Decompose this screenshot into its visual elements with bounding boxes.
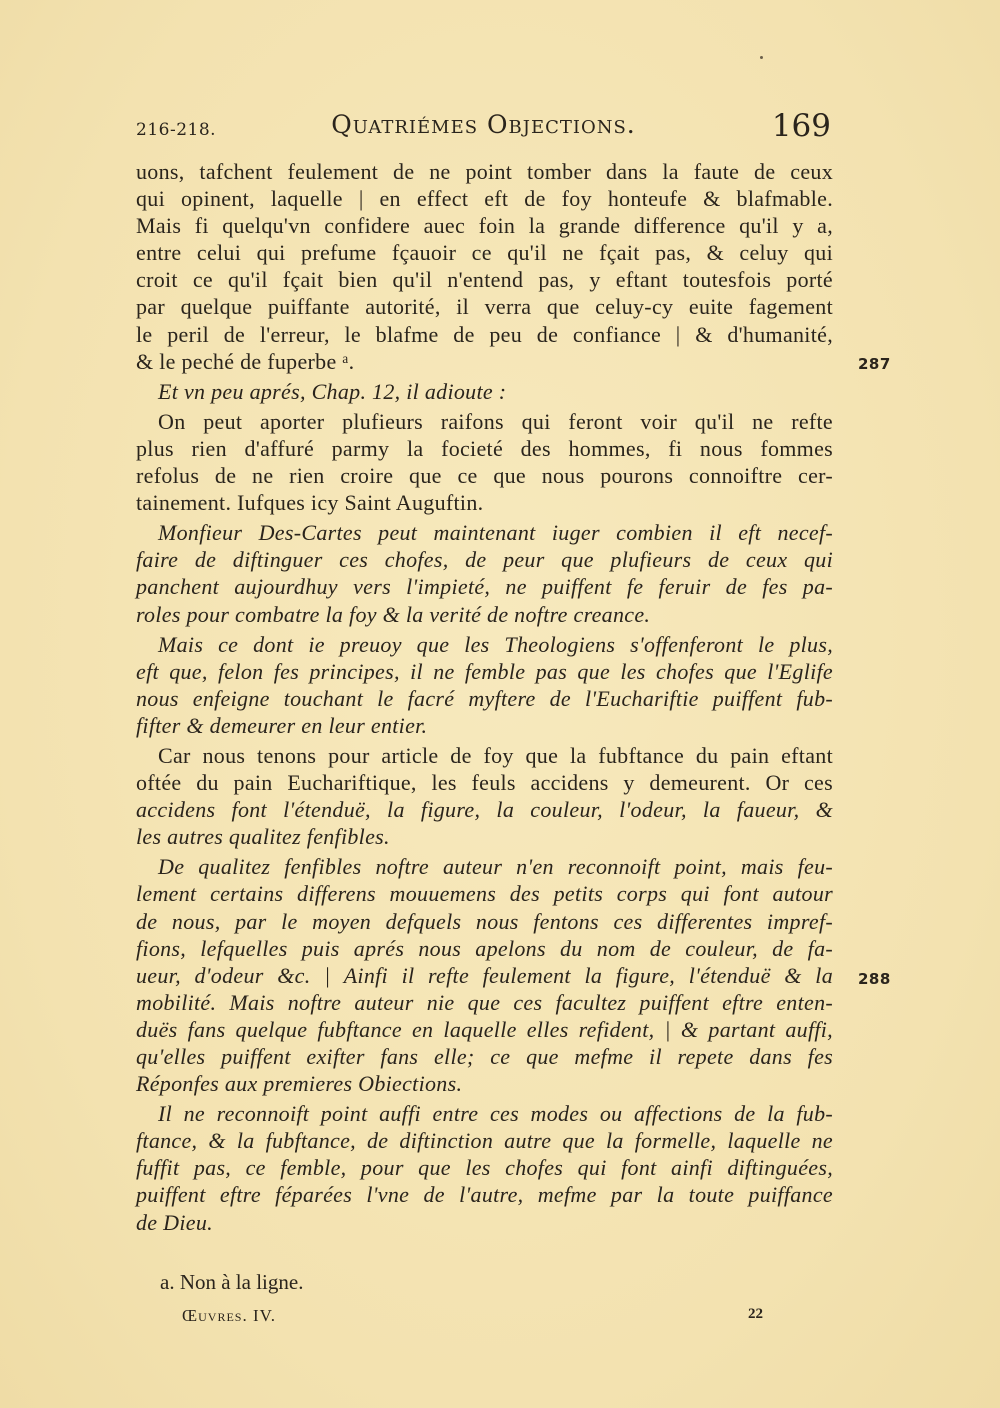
text-line: De qualitez fenfibles noftre auteur n'en reconnoift point, mais feu-: [158, 854, 833, 880]
text-line: fions, lefquelles puis aprés nous apelons du nom de couleur, de fa-: [136, 935, 833, 961]
page-range: 216-218.: [136, 120, 217, 140]
text-line: les autres qualitez fenfibles.: [136, 824, 390, 850]
margin-number-287: 287: [858, 355, 891, 373]
text-line: & le peché de fuperbe ᵃ.: [136, 348, 355, 374]
text-line: faire de diftinguer ces chofes, de peur que plufieurs de ceux qui: [136, 547, 833, 573]
text-line: fuffit pas, ce femble, pour que les chofes qui font ainfi diftinguées,: [136, 1155, 833, 1181]
text-line: qui opinent, laquelle | en effect eft de foy honteufe & blafmable.: [136, 186, 833, 212]
text-line: par quelque puiffante autorité, il verra que celuy-cy euite fagement: [136, 294, 833, 320]
text-line: entre celui qui prefume fçauoir ce qu'il ne fçait pas, & celuy qui: [136, 240, 833, 266]
text-line: ftance, & la fubftance, de diftinction autre que la formelle, laquelle ne: [136, 1128, 833, 1154]
text-line: Et vn peu aprés, Chap. 12, il adioute :: [158, 378, 507, 404]
text-line: uons, tafchent feulement de ne point tomber dans la faute de ceux: [136, 159, 833, 184]
footer-volume: Œuvres. IV.: [182, 1306, 276, 1325]
text-line: refolus de ne rien croire que ce que nous pourons connoiftre cer-: [136, 463, 833, 489]
footnote: a. Non à la ligne.: [160, 1270, 304, 1294]
text-line: On peut aporter plufieurs raifons qui feront voir qu'il ne refte: [158, 408, 833, 434]
text-line: oftée du pain Euchariftique, les feuls accidens y demeurent. Or ces: [136, 770, 833, 796]
text-line: accidens font l'étenduë, la figure, la couleur, l'odeur, la faueur, &: [136, 797, 833, 823]
footer-signature: 22: [748, 1306, 763, 1322]
text-line: croit ce qu'il fçait bien qu'il n'entend pas, y eftant toutesfois porté: [136, 267, 833, 293]
margin-number-288: 288: [858, 970, 891, 988]
text-line: duës fans quelque fubftance en laquelle elles refident, | & partant auffi,: [136, 1016, 833, 1042]
text-line: Mais ce dont ie preuoy que les Theologiens s'offenferont le plus,: [158, 631, 833, 657]
text-line: Car nous tenons pour article de foy que la fubftance du pain eftant: [158, 742, 833, 768]
text-line: eft que, felon fes principes, il ne femble pas que les chofes que l'Eglife: [136, 658, 833, 684]
running-title: Quatriémes Objections.: [331, 110, 636, 139]
text-line: puiffent eftre féparées l'vne de l'autre, mefme par la toute puiffance: [136, 1182, 833, 1208]
text-line: de nous, par le moyen defquels nous fentons ces differentes impref-: [136, 908, 833, 934]
text-line: qu'elles puiffent exifter fans elle; ce que mefme il repete dans fes: [136, 1044, 833, 1069]
text-line: plus rien d'affuré parmy la focieté des hommes, fi nous fommes: [136, 435, 833, 461]
running-header: [136, 108, 831, 148]
text-line: nous enfeigne touchant le facré myftere de l'Euchariftie puiffent fub-: [136, 685, 833, 711]
text-line: Mais fi quelqu'vn confidere auec foin la grande difference qu'il y a,: [136, 213, 833, 239]
text-line: lement certains differens mouuemens des petits corps qui font autour: [136, 881, 833, 907]
text-line: mobilité. Mais noftre auteur nie que ces facultez puiffent eftre enten-: [136, 989, 833, 1015]
body-text: [136, 158, 833, 1236]
text-line: panchent aujourdhuy vers l'impieté, ne puiffent fe feruir de fes pa-: [136, 574, 833, 600]
text-line: de Dieu.: [136, 1209, 213, 1235]
text-line: Il ne reconnoift point auffi entre ces modes ou affections de la fub-: [158, 1101, 833, 1127]
text-line: ueur, d'odeur &c. | Ainfi il refte feulement la figure, l'étenduë & la: [136, 962, 833, 988]
text-line: Réponfes aux premieres Obiections.: [136, 1071, 463, 1097]
text-line: fifter & demeurer en leur entier.: [136, 712, 428, 738]
text-line: tainement. Iufques icy Saint Auguftin.: [136, 490, 484, 516]
page-number: 169: [771, 108, 831, 144]
speck: [760, 56, 763, 59]
text-line: le peril de l'erreur, le blafme de peu de confiance | & d'humanité,: [136, 321, 833, 347]
text-line: roles pour combatre la foy & la verité de noftre creance.: [136, 601, 651, 627]
text-line: Monfieur Des-Cartes peut maintenant iuger combien il eft necef-: [158, 520, 833, 546]
